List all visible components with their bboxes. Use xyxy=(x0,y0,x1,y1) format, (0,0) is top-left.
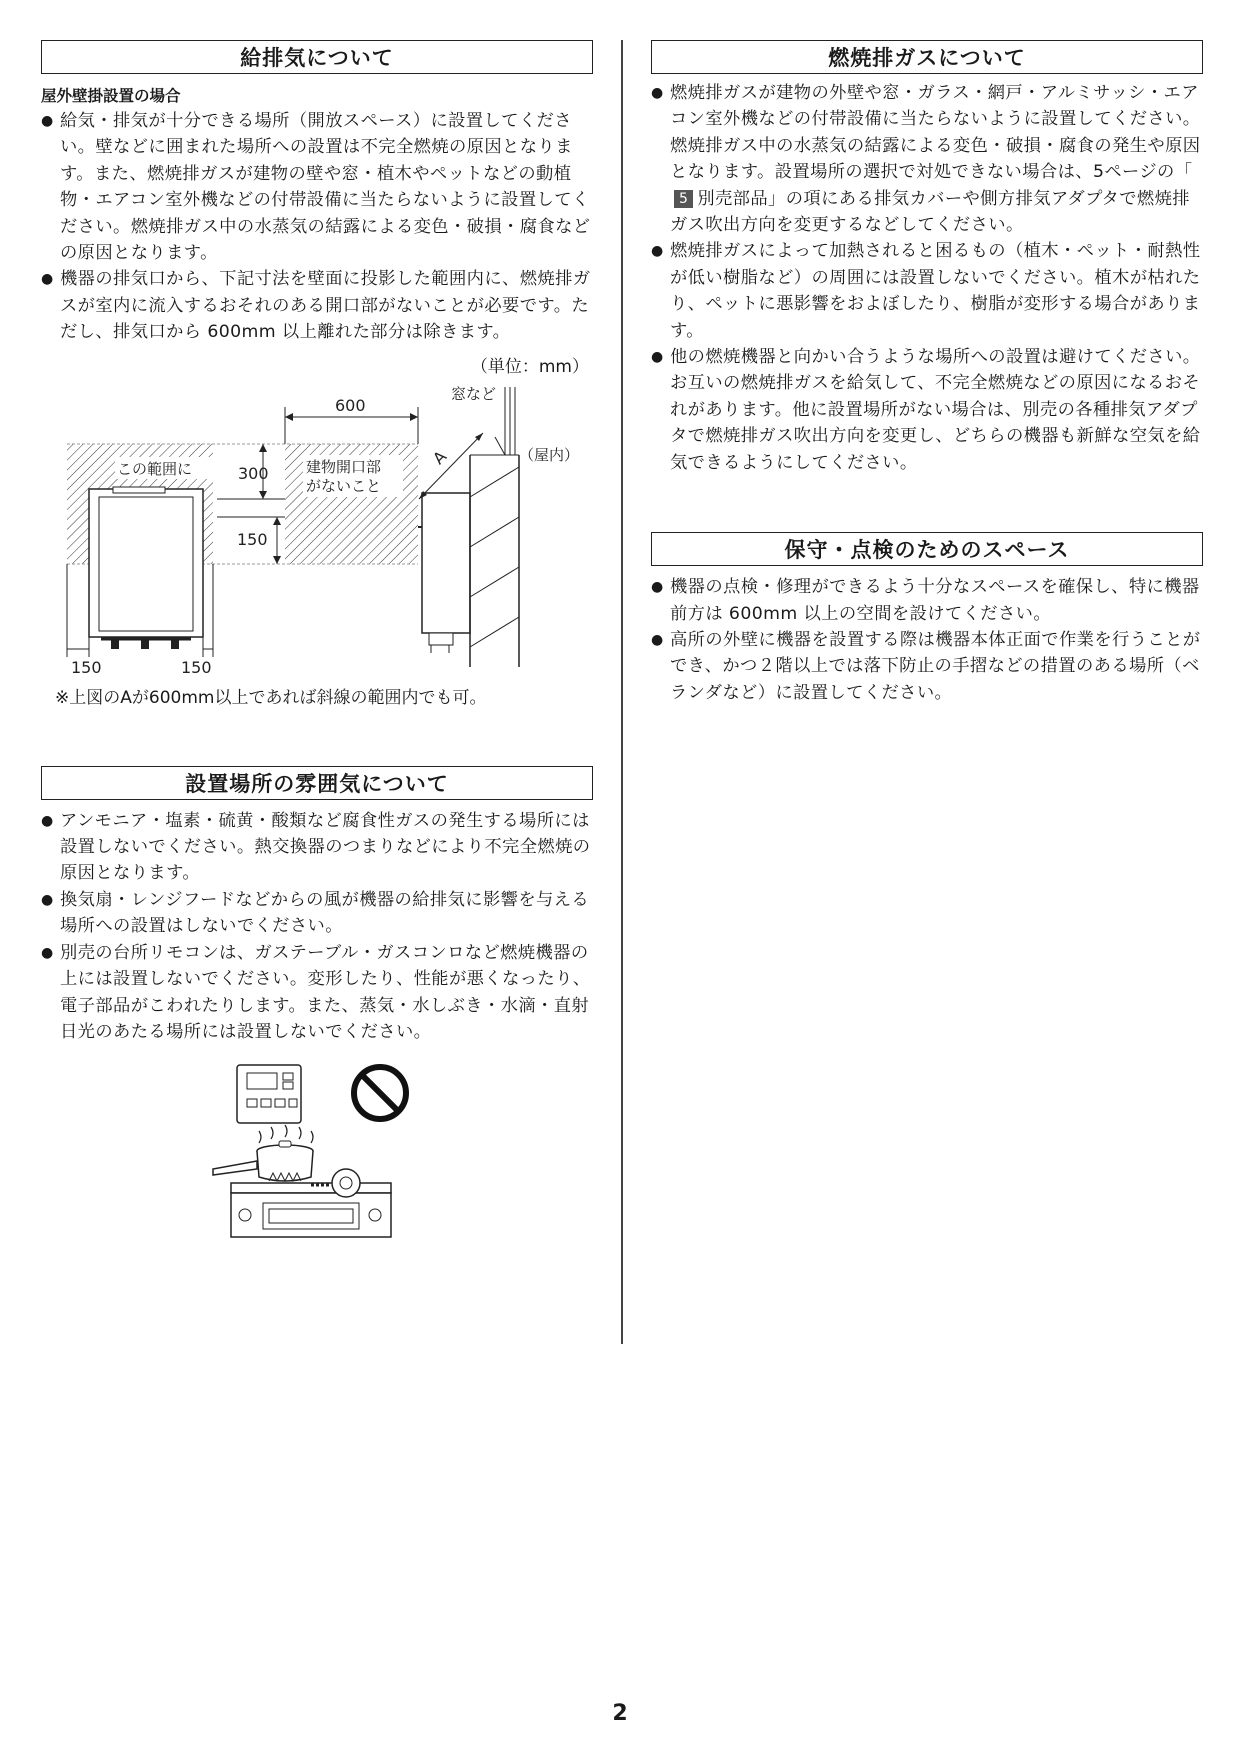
column-divider xyxy=(621,40,623,1344)
list-item: ● 給気・排気が十分できる場所（開放スペース）に設置してください。壁などに囲まれた場所への設置は不完全燃焼の原因となります。また、燃焼排ガスが建物の壁や窓・植木やペットなどの動植物・エアコン室外機などの付帯設備に当たらないように設置してください。燃焼排ガス中の水蒸気の結露による変色・破損・腐食などの原因となります。 xyxy=(41,108,593,266)
maintenance-list xyxy=(651,574,1203,706)
prohibited-icon xyxy=(354,1067,406,1119)
dimension-300: 300 xyxy=(238,463,269,483)
list-item: ● アンモニア・塩素・硫黄・酸類など腐食性ガスの発生する場所には設置しないでください。熱交換器のつまりなどにより不完全燃焼の原因となります。 xyxy=(41,808,593,887)
clearance-diagram xyxy=(41,377,593,677)
ventilation-list xyxy=(41,108,593,346)
section-badge: 5 xyxy=(674,190,693,208)
exhaust-gas-list xyxy=(651,80,1203,476)
dimension-a-label: A xyxy=(428,446,451,468)
pot-icon xyxy=(213,1141,313,1181)
page-number: 2 xyxy=(612,1701,628,1726)
list-item: ● 機器の点検・修理ができるよう十分なスペースを確保し、特に機器前方は 600mm 以上の空間を設けてください。 xyxy=(651,574,1203,627)
steam-icon xyxy=(259,1125,313,1143)
window-label: 窓など xyxy=(451,384,497,403)
list-item: ● 換気扇・レンジフードなどからの風が機器の給排気に影響を与える場所への設置はしないでください。 xyxy=(41,887,593,940)
list-item: ● 高所の外壁に機器を設置する際は機器本体正面で作業を行うことができ、かつ２階以上では落下防止の手摺などの措置のある場所（ベランダなど）に設置してください。 xyxy=(651,627,1203,706)
dimension-600: 600 xyxy=(335,395,366,415)
left-column xyxy=(41,40,593,1243)
section-title-exhaust-gas: 燃焼排ガスについて xyxy=(651,40,1203,74)
list-item: ● 他の燃焼機器と向かい合うような場所への設置は避けてください。お互いの燃焼排ガスを給気して、不完全燃焼などの原因になるおそれがあります。他に設置場所がない場合は、別売の各種排気アダプタで燃焼排ガス吹出方向を変更し、どちらの機器も新鮮な空気を給気できるようにしてください。 xyxy=(651,344,1203,476)
dimension-150-vertical: 150 xyxy=(237,529,268,549)
opening-label-1: 建物開口部 xyxy=(306,457,382,476)
opening-label-2: がないこと xyxy=(306,476,382,495)
right-column xyxy=(651,40,1203,706)
range-label: この範囲に xyxy=(117,459,193,478)
dimension-150-bottom-left: 150 xyxy=(71,657,102,677)
section-title-ventilation: 給排気について xyxy=(41,40,593,74)
list-item: ● 別売の台所リモコンは、ガステーブル・ガスコンロなど燃焼機器の上には設置しないでください。変形したり、性能が悪くなったり、電子部品がこわれたりします。また、蒸気・水しぶき・水滴・直射日光のあたる場所には設置しないでください。 xyxy=(41,940,593,1046)
building-wall xyxy=(470,387,519,667)
list-item: ● 燃焼排ガスによって加熱されると困るもの（植木・ペット・耐熱性が低い樹脂など）の周囲には設置しないでください。植木が枯れたり、ペットに悪影響をおよぼしたり、樹脂が変形する場合があります。 xyxy=(651,238,1203,344)
gas-stove-icon xyxy=(231,1169,391,1237)
remote-over-stove-prohibited-illustration xyxy=(41,1053,593,1243)
list-item: ● 燃焼排ガスが建物の外壁や窓・ガラス・網戸・アルミサッシ・エアコン室外機などの付帯設備に当たらないように設置してください。燃焼排ガス中の水蒸気の結露による変色・破損・腐食の発生や原因となります。設置場所の選択で対処できない場合は、5ページの「5 別売部品」の項にある排気カバーや側方排気アダプタで燃焼排ガス吹出方向を変更するなどしてください。 xyxy=(651,80,1203,238)
water-heater-side-icon xyxy=(418,493,470,653)
indoor-label: （屋内） xyxy=(519,445,580,464)
section-title-maintenance-space: 保守・点検のためのスペース xyxy=(651,532,1203,566)
unit-label: （単位：mm） xyxy=(470,356,589,377)
atmosphere-list xyxy=(41,808,593,1046)
subheading-outdoor-wall: 屋外壁掛設置の場合 xyxy=(41,87,181,105)
diagram-note: ※上図のAが600mm以上であれば斜線の範囲内でも可。 xyxy=(55,687,487,708)
list-item: ● 機器の排気口から、下記寸法を壁面に投影した範囲内に、燃焼排ガスが室内に流入するおそれのある開口部がないことが必要です。ただし、排気口から 600mm 以上離れた部分は除きます。 xyxy=(41,266,593,345)
kitchen-remote-icon xyxy=(237,1065,301,1123)
dimension-150-bottom-right: 150 xyxy=(181,657,212,677)
water-heater-front-icon xyxy=(89,487,203,649)
section-title-atmosphere: 設置場所の雰囲気について xyxy=(41,766,593,800)
